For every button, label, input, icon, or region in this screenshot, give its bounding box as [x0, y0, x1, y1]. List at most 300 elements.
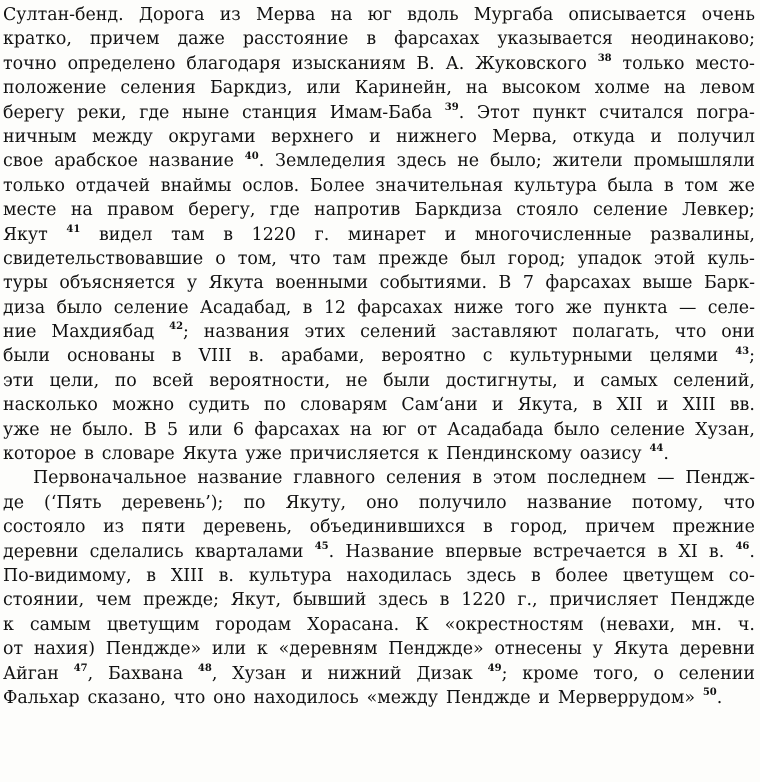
- word: селении: [678, 663, 755, 684]
- word: и: [538, 687, 551, 708]
- word: самых: [600, 370, 658, 391]
- word: более: [555, 565, 609, 586]
- word: Пенджде»: [388, 639, 484, 660]
- word: ныне: [182, 102, 230, 123]
- word: (невахи,: [599, 614, 676, 635]
- word: город,: [510, 517, 568, 538]
- word: $^{45}$.: [314, 540, 335, 562]
- word: здесь: [378, 590, 428, 611]
- word: город;: [507, 248, 566, 269]
- text-line: [3, 125, 755, 149]
- word: описывается: [568, 5, 687, 25]
- word: том,: [237, 248, 277, 269]
- word: селений: [360, 322, 437, 343]
- word: По-видимому,: [3, 565, 132, 586]
- text-line: [3, 564, 755, 588]
- word: этом: [492, 468, 537, 489]
- word: 5: [166, 419, 179, 440]
- word: целями: [649, 346, 719, 367]
- word: значительная: [375, 175, 504, 196]
- word: в.: [708, 541, 725, 562]
- word: название: [526, 492, 612, 513]
- word: словарям: [300, 395, 388, 416]
- word: Пендинскому: [446, 444, 572, 465]
- footnote-marker: 44: [649, 443, 664, 455]
- word: холме: [594, 78, 650, 99]
- text-line: [3, 174, 755, 198]
- word: ние: [3, 322, 37, 343]
- word: XIII: [170, 565, 204, 586]
- word: Бахвана: [107, 663, 184, 684]
- word: Левкер;: [682, 200, 755, 221]
- text-line: [3, 540, 755, 564]
- word: словаре: [101, 444, 175, 465]
- word: или: [306, 78, 341, 99]
- word: только: [622, 53, 685, 74]
- word: только: [3, 175, 65, 196]
- word: культура: [513, 175, 597, 196]
- word: (‘Пять: [44, 492, 102, 513]
- word: $^{39}$.: [444, 101, 465, 123]
- word: на: [349, 419, 372, 440]
- word: фарсахах: [394, 29, 480, 50]
- text-line: [3, 418, 755, 442]
- word: Султан-бенд.: [3, 5, 124, 25]
- footnote-marker: 47: [73, 662, 88, 674]
- word: выше: [642, 273, 693, 294]
- word: оазису: [579, 444, 642, 465]
- word: Якуту,: [285, 492, 347, 513]
- word: военными: [275, 273, 369, 294]
- word: и: [656, 395, 669, 416]
- text-line: [3, 247, 755, 271]
- word: положение: [3, 78, 107, 99]
- word: причем: [89, 29, 160, 50]
- word: даже: [177, 29, 225, 50]
- footnote-marker: 48: [197, 662, 212, 674]
- word: получил: [677, 126, 755, 147]
- word: на: [663, 78, 686, 99]
- word: что: [723, 492, 755, 513]
- word: жители: [552, 151, 623, 172]
- word: $^{47}$,: [73, 662, 94, 684]
- word: Махдиябад: [51, 322, 155, 343]
- word: Мургаба: [473, 5, 554, 25]
- word: Пендж-: [685, 468, 755, 489]
- word: Айган: [3, 663, 59, 684]
- text-line: [3, 662, 755, 686]
- word: $^{50}$.: [702, 687, 723, 708]
- word: было;: [489, 151, 542, 172]
- word: высоком: [501, 78, 581, 99]
- footnote-marker: 50: [702, 687, 717, 699]
- word: и: [301, 663, 313, 684]
- word: находилось: [253, 687, 359, 708]
- word: Имам-Баба: [329, 102, 433, 123]
- footnote-marker: 42: [169, 321, 184, 333]
- word: юг: [382, 419, 407, 440]
- word: округами: [168, 126, 256, 147]
- word: заставляют: [451, 322, 558, 343]
- word: встречается: [533, 541, 647, 562]
- word: изысканиям: [291, 53, 406, 74]
- word: Земледелия: [275, 151, 386, 172]
- word: расстояние: [242, 29, 349, 50]
- word: [66, 223, 80, 247]
- word: 12: [323, 297, 346, 318]
- word: свое: [3, 151, 44, 172]
- word: $^{42}$;: [169, 321, 189, 343]
- text-line: [3, 76, 755, 100]
- word: благодаря: [186, 53, 282, 74]
- word: берегу,: [188, 200, 256, 221]
- word: «между: [366, 687, 438, 708]
- word: $^{46}$.: [735, 540, 755, 562]
- word: и: [573, 370, 585, 391]
- word: селений,: [673, 370, 755, 391]
- word: состояло: [3, 517, 86, 538]
- word: название: [148, 151, 234, 172]
- word: —: [678, 297, 697, 318]
- word: Асадабада: [447, 419, 544, 440]
- word: определено: [67, 53, 176, 74]
- word: реки,: [77, 102, 127, 123]
- text-line: [3, 3, 755, 27]
- word: VIII: [198, 346, 232, 367]
- word: сказано,: [87, 687, 166, 708]
- word: не: [49, 419, 72, 440]
- word: нижний: [327, 663, 402, 684]
- word: К: [415, 614, 429, 635]
- word: откуда: [572, 126, 635, 147]
- word: ничным: [3, 126, 77, 147]
- text-line: [3, 223, 755, 247]
- word: объясняется: [59, 273, 176, 294]
- footnote-marker: 46: [735, 540, 750, 552]
- word: Якута,: [517, 395, 579, 416]
- word: том: [684, 175, 718, 196]
- word: между: [92, 126, 153, 147]
- word: считался: [599, 102, 684, 123]
- word: получило: [418, 492, 507, 513]
- page-text: [3, 3, 755, 710]
- word: А.: [445, 53, 465, 74]
- word: —: [657, 468, 675, 489]
- word: на: [465, 78, 488, 99]
- text-line: [3, 27, 755, 51]
- word: деревни: [3, 541, 79, 562]
- word: же: [728, 175, 755, 196]
- word: кроме: [522, 663, 579, 684]
- word: где: [139, 102, 170, 123]
- word: прежние: [672, 517, 755, 538]
- footnote-marker: 43: [735, 345, 750, 357]
- word: $^{44}$.: [649, 443, 669, 465]
- word: по: [114, 370, 137, 391]
- word: там: [332, 248, 367, 269]
- word: минарет: [347, 224, 426, 245]
- paragraph: [3, 466, 755, 710]
- word: впервые: [445, 541, 522, 562]
- word: Якута: [613, 639, 669, 660]
- text-line: [3, 466, 755, 490]
- word: этой: [653, 248, 696, 269]
- word: к: [427, 444, 439, 465]
- word: не: [457, 151, 480, 172]
- word: 1220: [251, 224, 296, 245]
- word: станция: [241, 102, 318, 123]
- word: не: [345, 370, 368, 391]
- word: было.: [82, 419, 134, 440]
- word: «окрестностям: [444, 614, 584, 635]
- word: видел: [98, 224, 153, 245]
- word: Хузан,: [695, 419, 755, 440]
- word: туры: [3, 273, 48, 294]
- word: верхнего: [271, 126, 354, 147]
- word: судить: [188, 395, 250, 416]
- word: этих: [304, 322, 346, 343]
- word: причем: [585, 517, 655, 538]
- word: Дорога: [138, 5, 205, 25]
- word: в: [657, 541, 668, 562]
- word: там: [171, 224, 205, 245]
- text-line: [3, 149, 755, 173]
- word: $^{40}$.: [244, 150, 265, 172]
- word: Мерва,: [492, 126, 558, 147]
- word: в: [483, 517, 493, 538]
- word: что: [173, 687, 206, 708]
- word: эти: [3, 370, 34, 391]
- word: полагать,: [572, 322, 660, 343]
- word: де: [3, 492, 24, 513]
- word: которое: [3, 444, 77, 465]
- footnote-marker: 39: [444, 101, 459, 113]
- word: и: [491, 395, 504, 416]
- word: 6: [232, 419, 245, 440]
- word: событиями.: [379, 273, 487, 294]
- word: фарсахах: [357, 297, 443, 318]
- word: развалины,: [650, 224, 755, 245]
- footnote-marker: 49: [487, 662, 502, 674]
- word: отнесены: [494, 639, 582, 660]
- word: главного: [293, 468, 376, 489]
- word: ч.: [737, 614, 755, 635]
- word: деревень’);: [121, 492, 224, 513]
- text-line: [3, 588, 755, 612]
- word: Этот: [476, 102, 520, 123]
- word: городам: [215, 614, 292, 635]
- word: о: [653, 663, 664, 684]
- word: Якута: [208, 273, 264, 294]
- word: оно: [366, 492, 399, 513]
- word: кратко,: [3, 29, 72, 50]
- word: с: [482, 346, 493, 367]
- word: Якут,: [230, 590, 282, 611]
- text-line: [3, 686, 755, 710]
- text-line: [3, 393, 755, 417]
- word: упадок: [577, 248, 642, 269]
- word: мн.: [691, 614, 722, 635]
- word: из: [219, 5, 241, 25]
- word: они: [721, 322, 755, 343]
- word: по: [263, 395, 286, 416]
- word: в: [366, 29, 377, 50]
- word: нахия): [33, 639, 95, 660]
- word: насколько: [3, 395, 98, 416]
- word: достигнуты,: [445, 370, 558, 391]
- text-line: [3, 515, 755, 539]
- word: очень: [701, 5, 755, 25]
- word: селения: [120, 78, 196, 99]
- word: на: [330, 5, 353, 25]
- word: точно: [3, 53, 57, 74]
- word: ослов.: [242, 175, 300, 196]
- text-line: [3, 271, 755, 295]
- word: основаны: [66, 346, 155, 367]
- text-line: [3, 320, 755, 344]
- word: от: [416, 419, 437, 440]
- word: же: [565, 297, 593, 318]
- word: 1220: [461, 590, 506, 611]
- word: в: [146, 565, 157, 586]
- word: был: [460, 248, 496, 269]
- word: по: [243, 492, 266, 513]
- word: название: [197, 468, 283, 489]
- word: самым: [29, 614, 91, 635]
- word: у: [592, 639, 603, 660]
- word: Более: [309, 175, 365, 196]
- word: всей: [152, 370, 194, 391]
- word: кварталами: [194, 541, 304, 562]
- word: от: [3, 639, 24, 660]
- word: было: [553, 419, 600, 440]
- word: объединившихся: [309, 517, 466, 538]
- word: селе-: [707, 297, 755, 318]
- word: Хузан: [232, 663, 287, 684]
- word: и: [444, 224, 457, 245]
- word: стояло: [516, 200, 579, 221]
- word: цветущем: [622, 565, 714, 586]
- word: стоянии,: [3, 590, 85, 611]
- word: нижнего: [396, 126, 477, 147]
- word: потому,: [631, 492, 704, 513]
- word: вероятности,: [209, 370, 331, 391]
- word: оно: [213, 687, 246, 708]
- word: причисляется: [289, 444, 420, 465]
- word: что: [674, 322, 707, 343]
- word: Мерва: [255, 5, 316, 25]
- word: в: [530, 565, 541, 586]
- word: Каринейн,: [354, 78, 452, 99]
- word: в.: [248, 346, 265, 367]
- footnote-marker: 41: [66, 223, 81, 235]
- text-line: [3, 442, 755, 466]
- word: названия: [203, 322, 290, 343]
- word: В: [143, 419, 157, 440]
- word: погра-: [696, 102, 755, 123]
- word: в: [472, 468, 483, 489]
- word: прежде: [378, 248, 449, 269]
- word: Асадабад,: [199, 297, 292, 318]
- word: Мерверрудом»: [557, 687, 695, 708]
- word: г.: [314, 224, 330, 245]
- word: здесь: [396, 151, 447, 172]
- word: пункта: [603, 297, 668, 318]
- word: селение: [592, 200, 668, 221]
- word: 7: [522, 273, 534, 294]
- word: в: [302, 297, 313, 318]
- word: или: [188, 419, 223, 440]
- word: $^{48}$,: [197, 662, 218, 684]
- word: месте: [3, 200, 57, 221]
- word: была: [607, 175, 654, 196]
- word: пункт: [532, 102, 587, 123]
- word: уже: [245, 444, 282, 465]
- word: Пенджде»: [105, 639, 202, 660]
- word: диза: [3, 297, 46, 318]
- word: указывается: [497, 29, 613, 50]
- word: Жуковского: [475, 53, 587, 74]
- word: к: [256, 639, 268, 660]
- word: В.: [416, 53, 435, 74]
- word: фарсахах: [545, 273, 631, 294]
- word: были: [383, 370, 431, 391]
- text-line: [3, 369, 755, 393]
- word: Баркдиз,: [209, 78, 293, 99]
- word: деревни: [679, 639, 755, 660]
- word: Якута: [182, 444, 238, 465]
- footnote-marker: 45: [314, 540, 329, 552]
- word: в: [592, 395, 603, 416]
- word: селения: [385, 468, 462, 489]
- word: в.: [218, 565, 234, 586]
- word: вдоль: [407, 5, 459, 25]
- word: место-: [695, 53, 755, 74]
- word: [598, 52, 612, 76]
- word: отдачей: [75, 175, 151, 196]
- word: в: [223, 224, 234, 245]
- word: куль-: [707, 248, 755, 269]
- word: Хорасана.: [307, 614, 400, 635]
- text-line: [3, 296, 755, 320]
- word: промышляли: [633, 151, 755, 172]
- word: бывший: [292, 590, 367, 611]
- word: $^{49}$;: [487, 662, 508, 684]
- word: берегу: [3, 102, 65, 123]
- word: последнем: [547, 468, 647, 489]
- word: Пенджде: [670, 590, 755, 611]
- word: прежде;: [143, 590, 219, 611]
- word: напротив: [314, 200, 401, 221]
- word: юг: [367, 5, 392, 25]
- word: в: [439, 590, 450, 611]
- word: того: [514, 297, 555, 318]
- word: Первоначальное: [33, 468, 187, 489]
- word: селение: [610, 419, 685, 440]
- text-line: [3, 101, 755, 125]
- word: или: [211, 639, 247, 660]
- word: причисляет: [549, 590, 659, 611]
- word: было: [56, 297, 103, 318]
- word: в: [663, 175, 674, 196]
- word: многочисленные: [474, 224, 632, 245]
- word: и: [369, 126, 381, 147]
- word: в: [171, 346, 182, 367]
- word: здесь: [466, 565, 517, 586]
- word: Название: [345, 541, 435, 562]
- word: Дизак: [416, 663, 473, 684]
- word: ниже: [453, 297, 504, 318]
